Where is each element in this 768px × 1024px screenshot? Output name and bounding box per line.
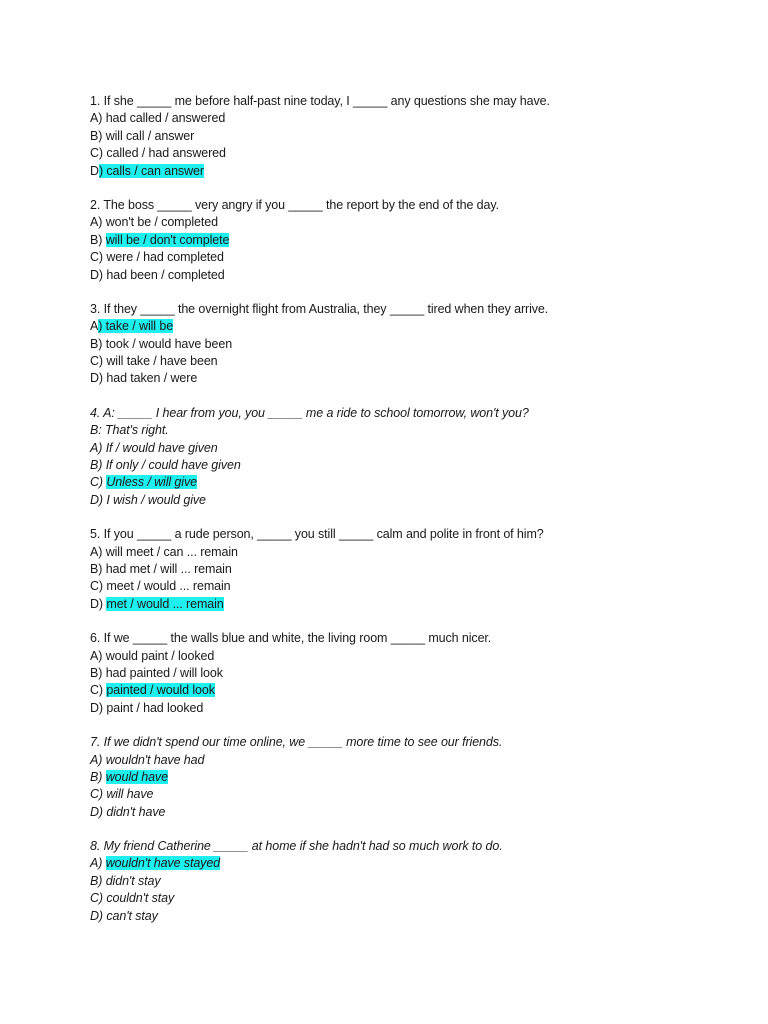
option-text: had painted / will look xyxy=(105,665,223,680)
option-letter: B) xyxy=(90,561,106,576)
answer-option xyxy=(90,544,710,561)
option-letter: B) xyxy=(90,128,106,143)
answer-option xyxy=(90,596,710,613)
answer-option xyxy=(90,890,710,907)
option-letter: B) xyxy=(90,232,106,247)
answer-option xyxy=(90,492,710,509)
question-stem: 1. If she _____ me before half-past nine today, I _____ any questions she may have. xyxy=(90,94,550,108)
answer-option xyxy=(90,561,710,578)
answer-option xyxy=(90,370,710,387)
answer-option xyxy=(90,353,710,370)
option-letter: C) xyxy=(90,146,107,161)
option-text: If / would have given xyxy=(105,440,218,455)
quiz-document xyxy=(90,93,710,942)
option-text: will have xyxy=(106,787,154,802)
option-letter: D) xyxy=(90,371,107,386)
answer-option xyxy=(90,804,710,821)
option-letter: A) xyxy=(90,648,106,663)
option-text: took / would have been xyxy=(105,336,233,351)
option-text: will take / have been xyxy=(106,354,218,369)
answer-option xyxy=(90,578,710,595)
question-block xyxy=(90,93,710,180)
option-text: couldn't stay xyxy=(106,891,175,906)
option-letter: C) xyxy=(90,787,107,802)
highlighted-answer-text: will be / don't complete xyxy=(105,232,230,247)
highlighted-answer-text: met / would ... remain xyxy=(106,596,224,611)
option-text: paint / had looked xyxy=(106,700,204,715)
question-block xyxy=(90,838,710,925)
option-letter: B) xyxy=(90,458,106,473)
option-text: will meet / can ... remain xyxy=(105,544,238,559)
option-letter: C) xyxy=(90,250,107,265)
answer-option xyxy=(90,318,710,335)
highlighted-answer-text: Unless / will give xyxy=(106,475,197,490)
option-text: wouldn't have had xyxy=(105,752,205,767)
option-letter: A) xyxy=(90,752,106,767)
answer-option xyxy=(90,214,710,231)
question-block xyxy=(90,197,710,284)
option-letter: A) xyxy=(90,440,106,455)
option-letter: A xyxy=(90,319,99,334)
option-text: had taken / were xyxy=(106,371,198,386)
option-text: didn't stay xyxy=(105,873,161,888)
answer-option xyxy=(90,682,710,699)
option-text: I wish / would give xyxy=(106,492,206,507)
option-letter: C) xyxy=(90,579,107,594)
option-letter: D) xyxy=(90,596,107,611)
answer-option xyxy=(90,440,710,457)
question-stem: 7. If we didn't spend our time online, we _____ more time to see our friends. xyxy=(90,735,503,750)
option-letter: D xyxy=(90,163,99,178)
option-letter: A) xyxy=(90,544,106,559)
option-text: had been / completed xyxy=(106,267,225,282)
option-letter: B) xyxy=(90,873,106,888)
question-response-line: B: That's right. xyxy=(90,423,169,438)
question-stem: 2. The boss _____ very angry if you _____ the report by the end of the day. xyxy=(90,197,499,212)
answer-option xyxy=(90,700,710,717)
option-text: didn't have xyxy=(106,804,166,819)
highlighted-answer-text: ) take / will be xyxy=(98,319,174,334)
option-letter: D) xyxy=(90,804,107,819)
option-letter: C) xyxy=(90,891,107,906)
question-block xyxy=(90,526,710,613)
answer-option xyxy=(90,163,710,180)
answer-option xyxy=(90,474,710,491)
answer-option xyxy=(90,752,710,769)
answer-option xyxy=(90,648,710,665)
option-text: If only / could have given xyxy=(105,458,241,473)
option-letter: A) xyxy=(90,856,106,871)
question-stem: 5. If you _____ a rude person, _____ you still _____ calm and polite in front of him? xyxy=(90,527,544,542)
answer-option xyxy=(90,855,710,872)
answer-option xyxy=(90,908,710,925)
question-stem: 4. A: _____ I hear from you, you _____ me a ride to school tomorrow, won't you? xyxy=(90,405,529,420)
answer-option xyxy=(90,457,710,474)
answer-option xyxy=(90,786,710,803)
answer-option xyxy=(90,110,710,127)
option-letter: C) xyxy=(90,354,107,369)
option-text: called / had answered xyxy=(106,146,226,161)
highlighted-answer-text: wouldn't have stayed xyxy=(105,856,221,871)
option-letter: B) xyxy=(90,336,106,351)
option-text: would paint / looked xyxy=(105,648,215,663)
option-text: had called / answered xyxy=(105,111,226,126)
option-letter: D) xyxy=(90,700,107,715)
answer-option xyxy=(90,232,710,249)
question-stem: 8. My friend Catherine _____ at home if she hadn't had so much work to do. xyxy=(90,839,503,854)
answer-option xyxy=(90,128,710,145)
answer-option xyxy=(90,873,710,890)
option-letter: D) xyxy=(90,492,107,507)
option-letter: B) xyxy=(90,665,106,680)
question-block xyxy=(90,630,710,717)
question-block xyxy=(90,405,710,509)
question-block xyxy=(90,734,710,821)
option-text: can't stay xyxy=(106,908,158,923)
question-block xyxy=(90,301,710,388)
answer-option xyxy=(90,665,710,682)
answer-option xyxy=(90,769,710,786)
option-text: had met / will ... remain xyxy=(105,561,232,576)
option-letter: A) xyxy=(90,215,106,230)
option-letter: C) xyxy=(90,475,107,490)
option-letter: D) xyxy=(90,908,107,923)
option-letter: C) xyxy=(90,683,107,698)
highlighted-answer-text: ) calls / can answer xyxy=(98,163,204,178)
question-stem: 3. If they _____ the overnight flight from Australia, they _____ tired when they arrive. xyxy=(90,301,549,316)
option-text: will call / answer xyxy=(105,128,195,143)
answer-option xyxy=(90,267,710,284)
option-text: meet / would ... remain xyxy=(106,579,231,594)
option-text: were / had completed xyxy=(106,250,224,265)
highlighted-answer-text: painted / would look xyxy=(106,683,215,698)
answer-option xyxy=(90,336,710,353)
option-letter: A) xyxy=(90,111,106,126)
answer-option xyxy=(90,145,710,162)
option-letter: B) xyxy=(90,769,106,784)
option-text: won't be / completed xyxy=(105,215,218,230)
highlighted-answer-text: would have xyxy=(105,769,168,784)
answer-option xyxy=(90,249,710,266)
question-stem: 6. If we _____ the walls blue and white, the living room _____ much nicer. xyxy=(90,631,492,646)
option-letter: D) xyxy=(90,267,107,282)
